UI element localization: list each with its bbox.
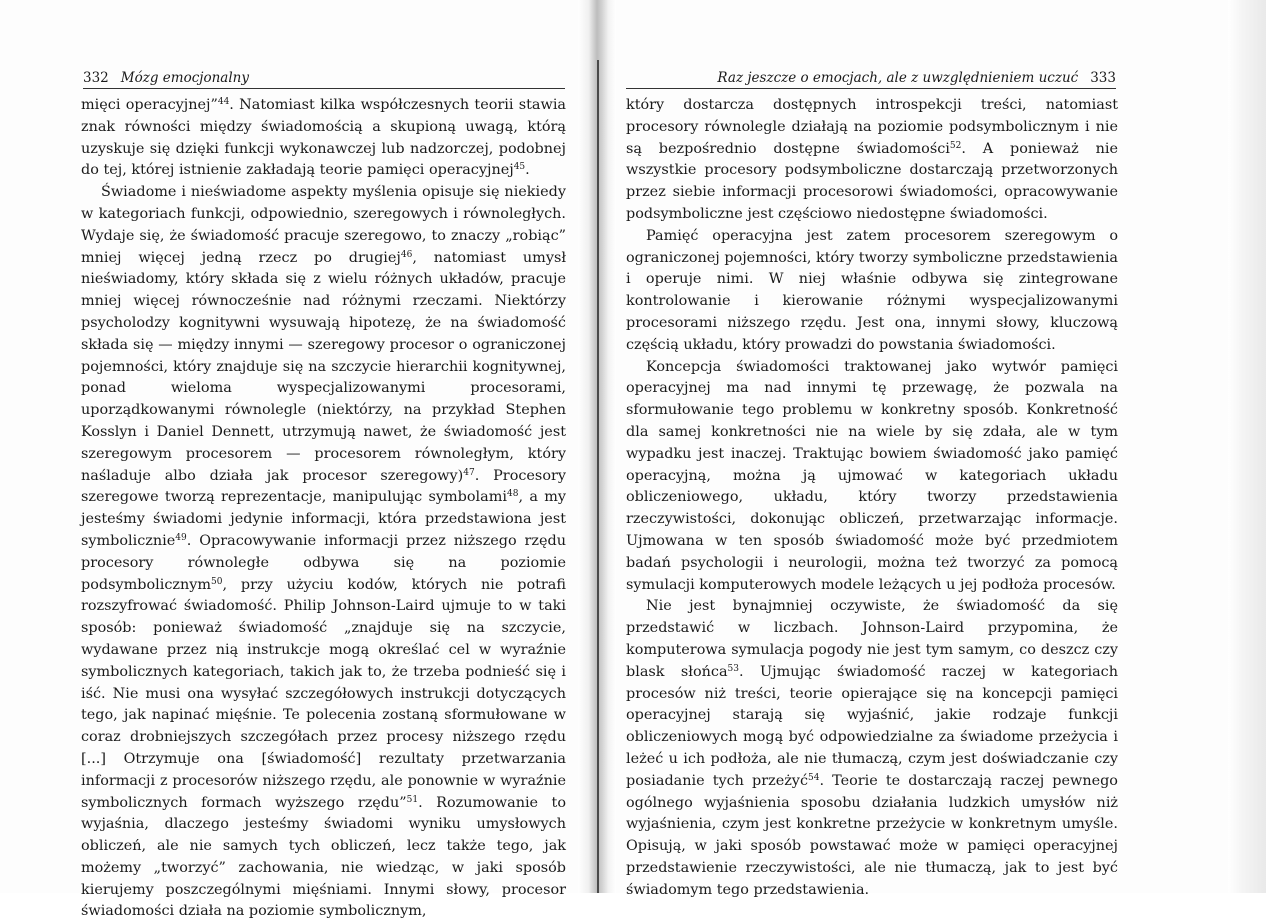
footnote-marker: 46	[400, 249, 413, 260]
paragraph	[626, 596, 1118, 901]
left-page-number: 332	[83, 70, 109, 86]
paragraph	[626, 95, 1118, 226]
footnote-marker: 53	[727, 663, 739, 674]
left-running-title: Mózg emocjonalny	[120, 70, 249, 86]
footnote-marker: 45	[513, 162, 526, 173]
right-running-title: Raz jeszcze o emocjach, ale z uwzględnieniem uczuć	[717, 70, 1079, 86]
text-run: mięci operacyjnej”	[81, 97, 218, 113]
left-header-rule	[83, 88, 565, 89]
footnote-marker: 54	[808, 772, 820, 783]
text-run: Pamięć operacyjna jest zatem procesorem szeregowym o ograniczonej pojemności, który tworzy symboliczne przedstawienia i operuje nimi. W niej właśnie odbywa się zintegrowane kontrolowanie i kierowanie różnymi wyspecjalizowanymi procesorami niższego rzędu. Jest ona, innymi słowy, kluczową częścią układu, który prowadzi do powstania świadomości.	[626, 227, 1118, 353]
text-run: Nie jest bynajmniej oczywiste, że świadomość da się przedstawić w liczbach. Johnson-Laird przypomina, że komputerowa symulacja pogody nie jest tym samym, co deszcz czy blask słońca	[626, 598, 1118, 680]
text-run: . Procesory szeregowe tworzą reprezentacje, manipulując symbolami	[81, 467, 566, 506]
left-running-head	[83, 70, 249, 86]
gutter-shadow-line	[597, 60, 599, 893]
page-edge-shadow	[1228, 0, 1266, 893]
footnote-marker: 48	[506, 489, 519, 500]
right-page-body	[626, 95, 1118, 901]
footnote-marker: 52	[949, 140, 962, 151]
footnote-marker: 47	[463, 467, 475, 478]
text-run: . Natomiast kilka współczesnych teorii stawia znak równości między świadomością a skupioną uwagą, którą uzyskuje się dzięki funkcji wykonawczej lub nadzorczej, podobnej do tej, której istnienie zakładają teorie pamięci operacyjnej	[81, 97, 567, 179]
text-run: . Teorie te dostarczają raczej pewnego ogólnego wyjaśnienia sposobu działania ludzkich umysłów niż wyjaśnienia, czym jest konkretne przeżycie w konkretnym umyśle. Opisują, w jaki sposób powstawać może w pamięci operacyjnej przedstawienie rzeczywistości, ale nie tłumaczą, jak to jest być świadomym tego przedstawienia.	[626, 772, 1118, 898]
text-run: . Opracowywanie informacji przez niższego rzędu procesory równoległe odbywa się na poziomie podsymbolicznym	[81, 532, 566, 593]
paragraph	[626, 226, 1118, 357]
paragraph	[626, 357, 1118, 597]
footnote-marker: 49	[175, 532, 187, 543]
text-run: , przy użyciu kodów, których nie potrafi rozszyfrować świadomość. Philip Johnson-Laird ujmuje to w taki sposób: ponieważ świadomość „znajduje się na szczycie, wydawane przez nią instrukcje mogą określać cel w wyraźnie symbolicznych kategoriach, takich jak to, że trzeba podnieść się i iść. Nie musi ona wysyłać szczegółowych instrukcji dotyczących tego, jak napinać mięśnie. Te polecenia zostaną sformułowane w coraz drobniejszych szczegółach przez procesy niższego rzędu [...] Otrzymuje ona [świadomość] rezultaty przetwarzania informacji z procesorów niższego rzędu, ale ponownie w wyraźnie symbolicznych formach wyższego rzędu”	[81, 576, 566, 811]
left-page-body	[81, 95, 566, 923]
text-run: Świadome i nieświadome aspekty myślenia opisuje się niekiedy w kategoriach funkcji, odpowiednio, szeregowych i równoległych. Wydaje się, że świadomość pracuje szeregowo, to znaczy „robiąc” mniej więcej jedną rzecz po drugiej	[81, 184, 566, 266]
text-run: który dostarcza dostępnych introspekcji treści, natomiast procesory równolegle działają na poziomie podsymbolicznym i nie są bezpośrednio dostępne świadomości	[626, 97, 1118, 157]
footnote-marker: 50	[211, 576, 223, 587]
footnote-marker: 51	[406, 794, 419, 805]
text-run: , natomiast umysł nieświadomy, który składa się z wielu różnych układów, pracuje mniej więcej równocześnie nad różnymi rzeczami. Niektórzy psycholodzy kognitywni wysuwają hipotezę, że na świadomość składa się — między innymi — szeregowy procesor o ograniczonej pojemności, który znajduje się na szczycie hierarchii kognitywnej, ponad wieloma wyspecjalizowanymi procesorami, uporządkowanymi równolegle (niektórzy, na przykład Stephen Kosslyn i Daniel Dennett, utrzymują nawet, że świadomość jest szeregowym procesorem — procesorem równoległym, który naśladuje albo działa jak procesor szeregowy)	[81, 249, 566, 484]
text-run: , a my jesteśmy świadomi jedynie informacji, która przedstawiona jest symbolicznie	[81, 489, 566, 549]
right-running-head	[717, 70, 1116, 86]
text-run: . A ponieważ nie wszystkie procesory podsymboliczne dostarczają przetworzonych przez siebie informacji procesorowi świadomości, opracowywanie podsymboliczne jest częściowo niedostępne świadomości.	[626, 140, 1118, 222]
paragraph	[81, 95, 566, 182]
right-page-number: 333	[1090, 70, 1116, 86]
paragraph	[81, 182, 566, 923]
text-run: .	[525, 162, 530, 179]
text-run: . Ujmując świadomość raczej w kategoriach procesów niż treści, teorie opierające się na koncepcji pamięci operacyjnej starają się wyjaśnić, jakie rodzaje funkcji obliczeniowych mogą być odpowiedzialne za świadome przeżycia i leżeć u ich podłoża, ale nie tłumaczą, czym jest doświadczanie czy posiadanie tych przeżyć	[626, 663, 1119, 789]
text-run: . Rozumowanie to wyjaśnia, dlaczego jesteśmy świadomi wyniku umysłowych obliczeń, ale nie samych tych obliczeń, lecz także tego, jak możemy „tworzyć” zachowania, nie wiedząc, w jaki sposób kierujemy poszczególnymi mięśniami. Innymi słowy, procesor świadomości działa na poziomie symbolicznym,	[81, 794, 566, 920]
right-header-rule	[626, 88, 1116, 89]
text-run: Koncepcja świadomości traktowanej jako wytwór pamięci operacyjnej ma nad innymi tę przewagę, że pozwala na sformułowanie tego problemu w konkretny sposób. Konkretność dla samej konkretności nie na wiele by się zdała, ale w tym wypadku jest inaczej. Traktując bowiem świadomość jako pamięć operacyjną, można ją ujmować w kategoriach układu obliczeniowego, układu, który tworzy przedstawienia rzeczywistości, dokonując obliczeń, przetwarzając informacje. Ujmowana w ten sposób świadomość może być przedmiotem badań psychologii i neurologii, można też tworzyć za pomocą symulacji komputerowych modele leżących u jej podłoża procesów.	[626, 358, 1118, 593]
footnote-marker: 44	[217, 97, 230, 107]
